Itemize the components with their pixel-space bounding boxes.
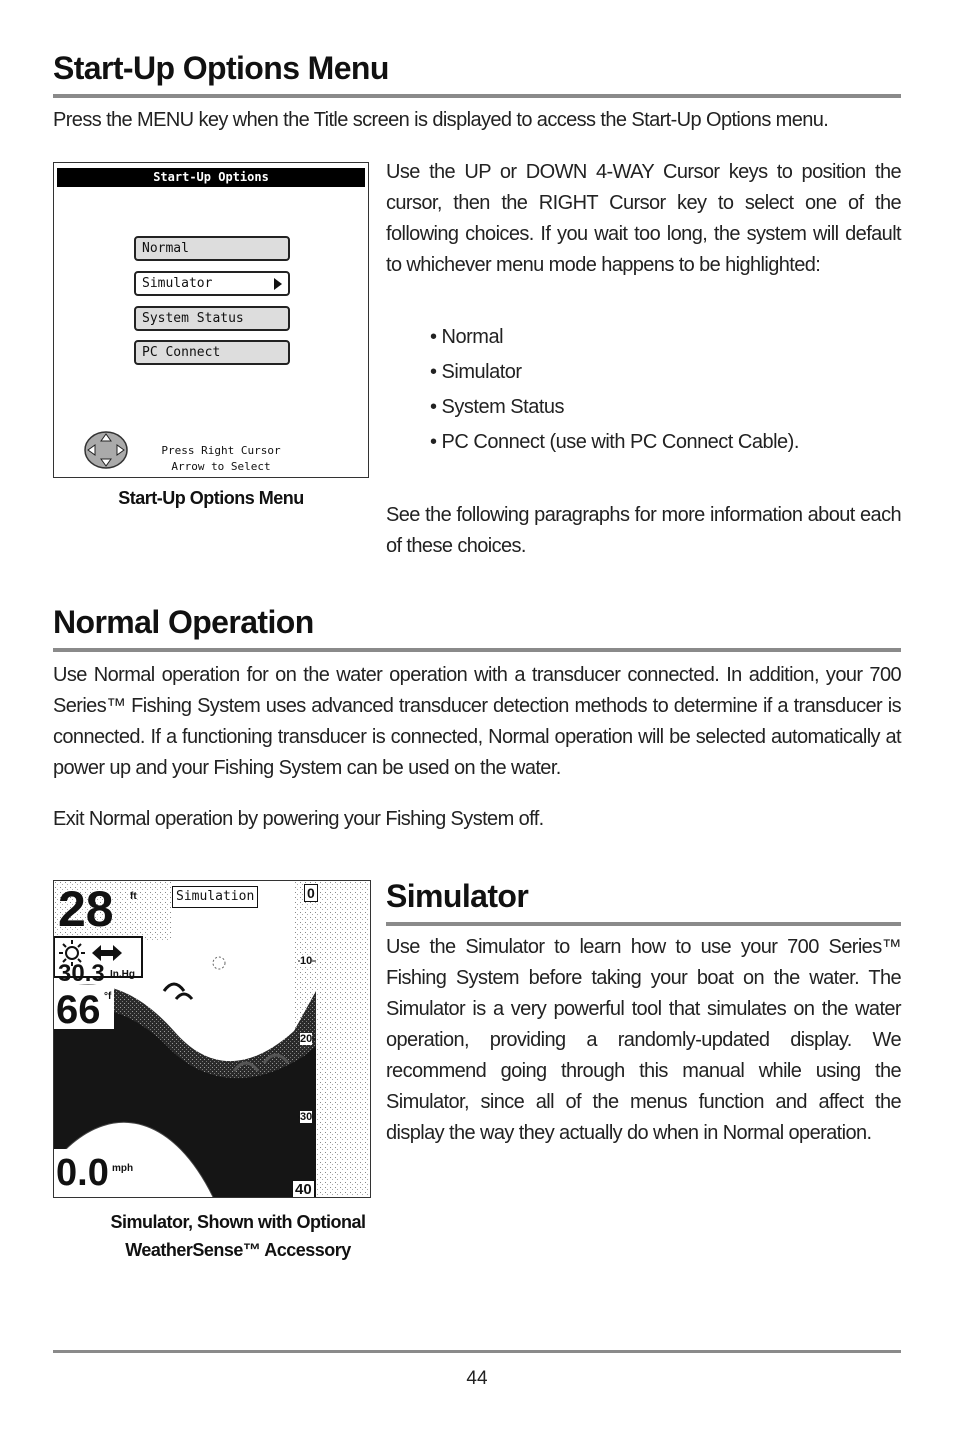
- menu-item-simulator: [134, 271, 290, 296]
- simulator-caption-line-2: WeatherSense™ Accessory: [125, 1240, 351, 1260]
- normal-paragraph-2: Exit Normal operation by powering your Fishing System off.: [53, 808, 544, 830]
- depth-unit: ft: [130, 891, 137, 902]
- simulator-screen: [53, 880, 371, 1198]
- depth-scale-40: 40: [292, 1180, 315, 1198]
- page-number: 44: [466, 1368, 488, 1389]
- simulation-label: Simulation: [172, 886, 258, 908]
- menu-item-normal: Normal: [134, 236, 290, 261]
- speed-readout: 0.0: [56, 1152, 109, 1194]
- startup-heading: Start-Up Options Menu: [53, 50, 389, 86]
- normal-paragraph-1: Use Normal operation for on the water operation with a transducer connected. In addition, your 700 Series™ Fishing System uses advanced transducer detection methods to determine if a transducer is connected. If a functioning transducer is connected, Normal operation will be selected automatically at power up and your Fishing System can be used on the water.: [53, 664, 901, 779]
- right-arrow-icon: [274, 278, 282, 290]
- startup-intro: Press the MENU key when the Title screen is displayed to access the Start-Up Options menu.: [53, 109, 829, 131]
- startup-caption: Start-Up Options Menu: [118, 488, 304, 508]
- bullet-normal: • Normal: [430, 326, 504, 348]
- depth-readout: 28: [58, 881, 114, 937]
- screen-help-text: Press Right Cursor Arrow to Select: [161, 444, 281, 473]
- normal-heading-rule: [53, 648, 901, 652]
- bullet-simulator: • Simulator: [430, 361, 522, 383]
- startup-options-screen: [53, 162, 369, 478]
- simulator-heading: Simulator: [386, 878, 529, 914]
- temperature-unit: °f: [104, 991, 112, 1002]
- menu-item-simulator-label: Simulator: [142, 276, 213, 291]
- screen-title-bar: Start-Up Options: [57, 168, 365, 187]
- simulator-body: Use the Simulator to learn how to use your 700 Series™ Fishing System before taking your boat on the water. The Simulator is a very powerful tool that simulates on the water operation, providing a randomly-updated display. We recommend going through this manual while using the Simulator, since all of the menus function and affect the display the way they actually do when in Normal operation.: [386, 936, 901, 1144]
- menu-item-pc-connect: PC Connect: [134, 340, 290, 365]
- bullet-system-status: • System Status: [430, 396, 564, 418]
- bullet-pc-connect: • PC Connect (use with PC Connect Cable).: [430, 431, 799, 453]
- depth-scale-20: 20: [300, 1033, 313, 1045]
- depth-scale-10: 10: [300, 955, 313, 967]
- pressure-unit: In.Hg: [110, 969, 135, 980]
- menu-item-system-status: System Status: [134, 306, 290, 331]
- simulator-heading-rule: [386, 922, 901, 926]
- startup-heading-rule: [53, 94, 901, 98]
- depth-scale-0: 0: [304, 884, 318, 902]
- speed-unit: mph: [112, 1163, 134, 1174]
- simulator-caption-line-1: Simulator, Shown with Optional: [110, 1212, 366, 1232]
- depth-scale-30: 30: [300, 1111, 313, 1123]
- four-way-cursor-icon: [84, 431, 128, 469]
- normal-heading: Normal Operation: [53, 604, 314, 640]
- temperature-readout: 66: [56, 988, 101, 1032]
- footer-rule: [53, 1350, 901, 1353]
- startup-body: Use the UP or DOWN 4-WAY Cursor keys to position the cursor, then the RIGHT Cursor key to select one of the following choices. If you wait too long, the system will default to whichever menu mode happens to be highlighted:: [386, 161, 901, 276]
- pressure-readout: 30.3: [58, 960, 105, 987]
- startup-followup: See the following paragraphs for more information about each of these choices.: [386, 504, 901, 557]
